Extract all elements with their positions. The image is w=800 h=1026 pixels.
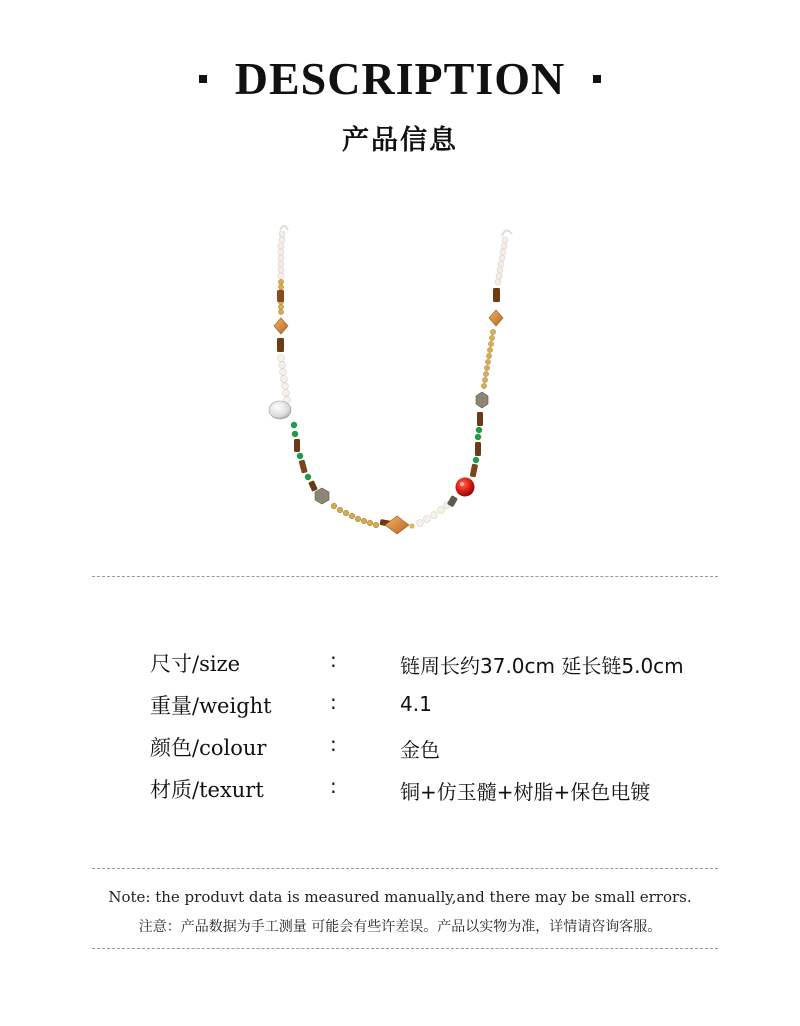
spec-colon: :: [330, 774, 337, 798]
spec-value: 4.1: [400, 692, 432, 716]
spec-row-weight: [150, 690, 750, 726]
page-subtitle: 产品信息: [342, 125, 458, 156]
note-chinese: 注意：产品数据为手工测量 可能会有些许差误。产品以实物为准，详情请咨询客服。: [138, 919, 662, 935]
divider-middle: [92, 868, 718, 869]
spec-row-material: [150, 774, 750, 810]
page-title: [0, 52, 800, 105]
spec-label: 材质/texurt: [150, 778, 264, 802]
spec-row-size: [150, 648, 750, 684]
spec-label: 尺寸/size: [150, 652, 241, 676]
spec-colon: :: [330, 648, 337, 672]
spec-label: 颜色/colour: [150, 736, 267, 760]
spec-colon: :: [330, 732, 337, 756]
note-english: Note: the produvt data is measured manually,and there may be small errors.: [108, 888, 692, 906]
product-necklace-image: [250, 220, 550, 550]
spec-value: 链周长约37.0cm 延长链5.0cm: [400, 654, 684, 678]
spec-value: 铜+仿玉髓+树脂+保色电镀: [400, 780, 651, 804]
bullet-left-icon: [199, 75, 207, 83]
bullet-right-icon: [593, 75, 601, 83]
title-text: DESCRIPTION: [234, 53, 566, 104]
spec-row-colour: [150, 732, 750, 768]
spec-label: 重量/weight: [150, 694, 272, 718]
divider-bottom: [92, 948, 718, 949]
divider-top: [92, 576, 718, 577]
spec-value: 金色: [400, 738, 440, 762]
spec-colon: :: [330, 690, 337, 714]
